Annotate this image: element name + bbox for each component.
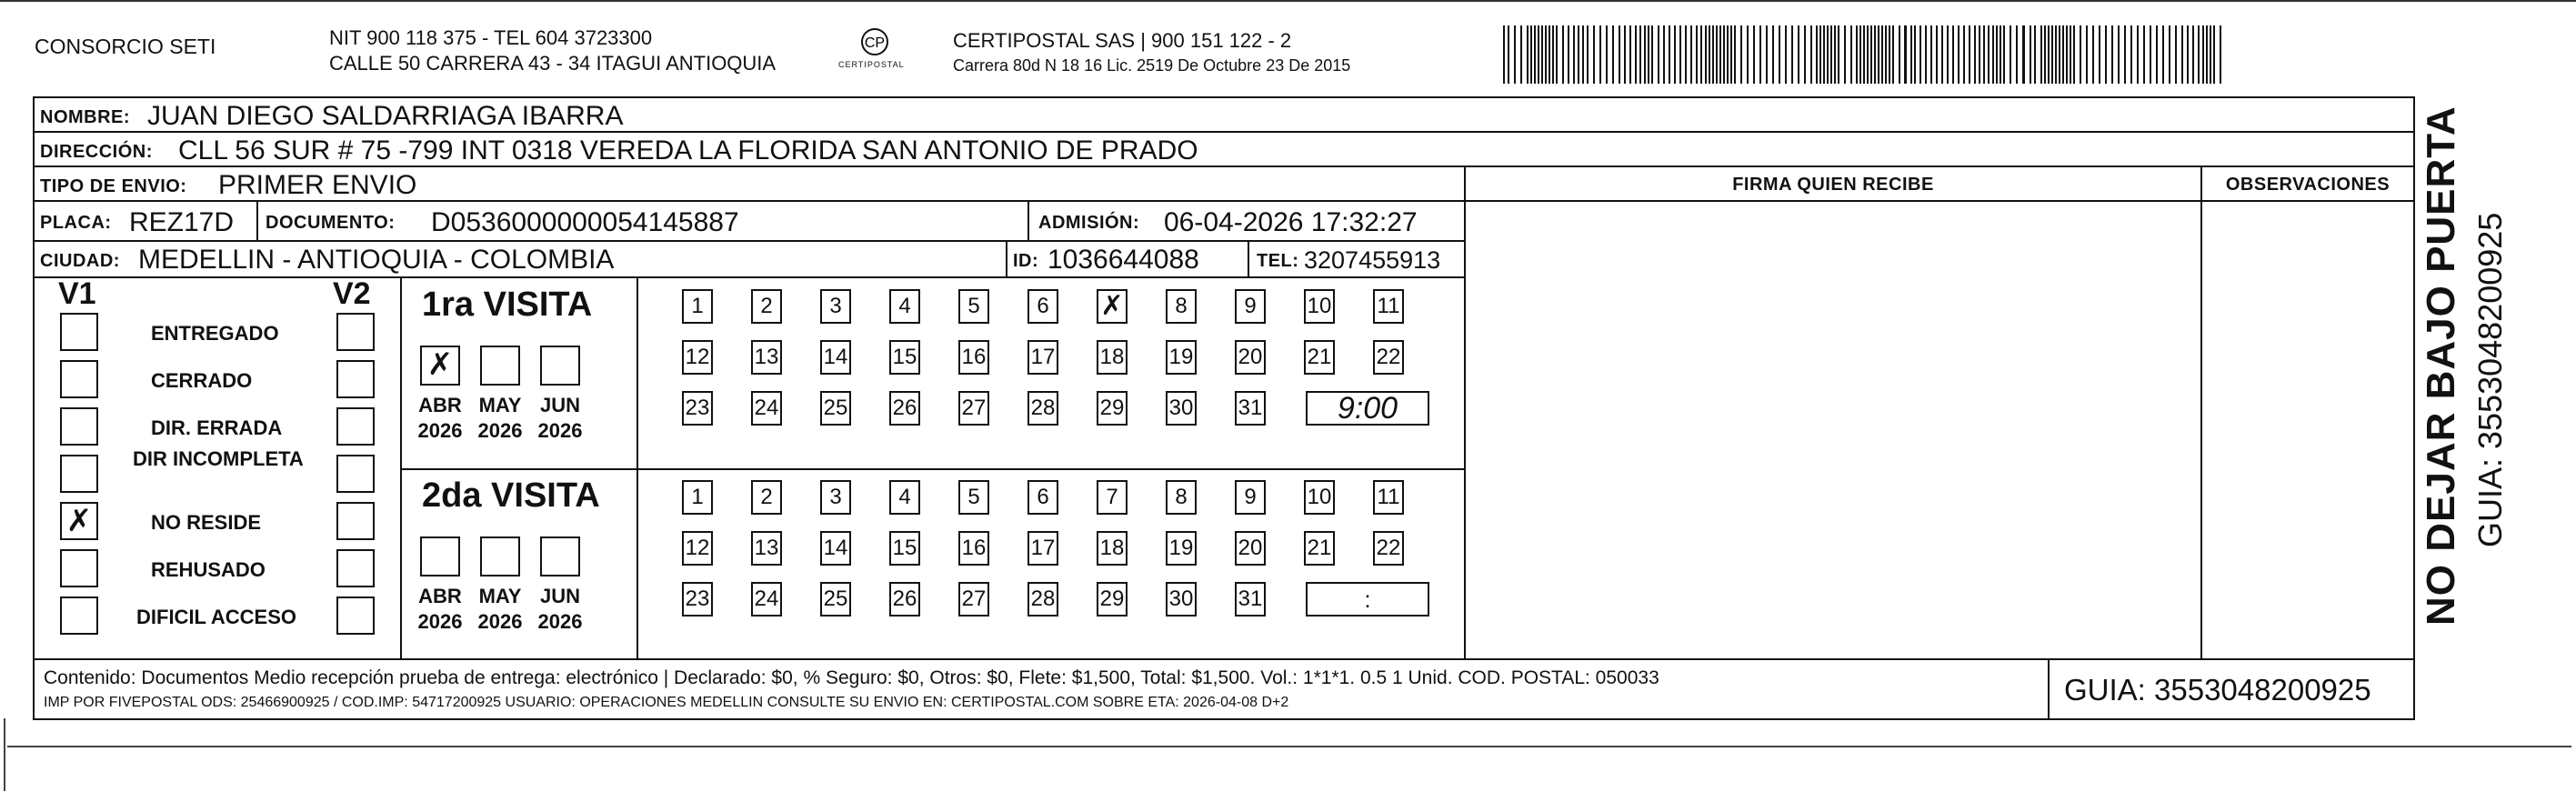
- month-label: MAY 2026: [477, 585, 523, 633]
- day-box[interactable]: 12: [682, 340, 713, 375]
- v2-checkbox[interactable]: [336, 549, 375, 587]
- visit-month-divider: [636, 276, 638, 658]
- day-box[interactable]: 9: [1235, 480, 1266, 515]
- documento-value: D0536000000054145887: [431, 207, 739, 237]
- day-box[interactable]: 3: [820, 289, 851, 324]
- day-box[interactable]: 13: [751, 531, 782, 566]
- left-edge: [4, 718, 5, 791]
- day-box[interactable]: 7: [1097, 480, 1128, 515]
- day-box[interactable]: 19: [1166, 340, 1197, 375]
- v1-checkbox[interactable]: [60, 360, 98, 398]
- day-box[interactable]: 26: [889, 582, 920, 617]
- bottom-edge: [7, 746, 2571, 747]
- company-info: [329, 25, 776, 76]
- certipostal-info: [953, 29, 1350, 75]
- day-box[interactable]: 12: [682, 531, 713, 566]
- tel-label: TEL:: [1257, 251, 1299, 271]
- visit-top-line: [35, 276, 1464, 278]
- divider: [1027, 202, 1029, 242]
- day-box[interactable]: 22: [1373, 340, 1404, 375]
- day-box[interactable]: 30: [1166, 391, 1197, 426]
- license-line: Carrera 80d N 18 16 Lic. 2519 De Octubre 23 De 2015: [953, 56, 1351, 75]
- status-label: CERRADO: [151, 369, 253, 392]
- month-checkbox[interactable]: [480, 536, 520, 576]
- day-box[interactable]: 6: [1027, 289, 1058, 324]
- v1-checkbox[interactable]: [60, 596, 98, 635]
- contenido-text: Contenido: Documentos Medio recepción prueba de entrega: electrónico | Declarado: $0, % Seguro: $0, Otros: $0, Flete: $1,500, Total: $1,500. Vol.: 1*1*1. 0.5 1 Unid. COD. POSTAL: 050033: [44, 667, 1659, 688]
- day-box[interactable]: 4: [889, 289, 920, 324]
- day-box[interactable]: 24: [751, 582, 782, 617]
- placa-value: REZ17D: [129, 207, 235, 237]
- day-box[interactable]: 15: [889, 531, 920, 566]
- svg-text:CP: CP: [864, 35, 886, 51]
- barcode: [1503, 25, 2224, 84]
- day-box[interactable]: 2: [751, 289, 782, 324]
- documento-label: DOCUMENTO:: [266, 213, 396, 233]
- day-box[interactable]: 14: [820, 340, 851, 375]
- v2-checkbox[interactable]: [336, 360, 375, 398]
- day-box[interactable]: 24: [751, 391, 782, 426]
- obs-label: OBSERVACIONES: [2225, 175, 2391, 195]
- v1-checkbox[interactable]: [60, 549, 98, 587]
- day-box[interactable]: 8: [1166, 289, 1197, 324]
- month-checkbox[interactable]: [480, 346, 520, 386]
- day-box[interactable]: 23: [682, 582, 713, 617]
- v1-checkbox[interactable]: ✗: [60, 502, 98, 540]
- nombre-row: [35, 98, 2413, 133]
- ciudad-value: MEDELLIN - ANTIOQUIA - COLOMBIA: [138, 245, 615, 275]
- day-box[interactable]: 27: [958, 582, 989, 617]
- right-header-line: [1466, 200, 2413, 202]
- admision-label: ADMISIÓN:: [1038, 213, 1140, 233]
- month-checkbox[interactable]: [540, 346, 580, 386]
- tipo-row: [35, 167, 1464, 202]
- month-checkbox[interactable]: ✗: [420, 346, 460, 386]
- v2-label: V2: [333, 276, 371, 311]
- v2-checkbox[interactable]: [336, 502, 375, 540]
- second-visit-title: 2da VISITA: [422, 476, 600, 515]
- no-dejar-bajo-puerta: NO DEJAR BAJO PUERTA: [2419, 105, 2463, 626]
- placa-label: PLACA:: [40, 213, 112, 233]
- month-label: MAY 2026: [477, 394, 523, 442]
- side-guia: GUIA: 3553048200925: [2471, 212, 2509, 547]
- footer-top-line: [35, 658, 2413, 660]
- day-box[interactable]: 20: [1235, 531, 1266, 566]
- month-label: JUN 2026: [537, 585, 583, 633]
- guia-footer: GUIA: 3553048200925: [2064, 673, 2371, 707]
- day-box[interactable]: 20: [1235, 340, 1266, 375]
- cert-line: CERTIPOSTAL SAS | 900 151 122 - 2: [953, 29, 1292, 52]
- v1-label: V1: [58, 276, 96, 311]
- divider: [1006, 242, 1007, 276]
- direccion-label: DIRECCIÓN:: [40, 142, 153, 162]
- status-label: NO RESIDE: [151, 511, 262, 534]
- day-box[interactable]: 5: [958, 480, 989, 515]
- status-label: DIFICIL ACCESO: [136, 606, 297, 628]
- day-box[interactable]: 28: [1027, 391, 1058, 426]
- divider: [256, 202, 258, 242]
- day-box[interactable]: 17: [1027, 340, 1058, 375]
- id-value: 1036644088: [1047, 245, 1199, 275]
- day-box[interactable]: 1: [682, 480, 713, 515]
- day-box[interactable]: 5: [958, 289, 989, 324]
- nombre-value: JUAN DIEGO SALDARRIAGA IBARRA: [147, 101, 624, 131]
- day-box[interactable]: 27: [958, 391, 989, 426]
- day-box[interactable]: 1: [682, 289, 713, 324]
- day-box[interactable]: 26: [889, 391, 920, 426]
- month-label: ABR 2026: [417, 585, 463, 633]
- day-box[interactable]: 30: [1166, 582, 1197, 617]
- guia-divider: [2048, 658, 2050, 720]
- nombre-label: NOMBRE:: [40, 107, 131, 127]
- day-box[interactable]: 16: [958, 531, 989, 566]
- v2-checkbox[interactable]: [336, 455, 375, 493]
- tel-value: 3207455913: [1304, 246, 1441, 274]
- placa-row: [35, 202, 1464, 242]
- v2-checkbox[interactable]: [336, 313, 375, 351]
- tipo-label: TIPO DE ENVIO:: [40, 176, 187, 196]
- month-checkbox[interactable]: [540, 536, 580, 576]
- day-box[interactable]: 29: [1097, 391, 1128, 426]
- day-box[interactable]: 14: [820, 531, 851, 566]
- day-box[interactable]: 19: [1166, 531, 1197, 566]
- day-box[interactable]: ✗: [1097, 289, 1128, 324]
- day-box[interactable]: 25: [820, 391, 851, 426]
- obs-divider: [2200, 167, 2202, 658]
- time-box[interactable]: :: [1306, 582, 1429, 617]
- day-box[interactable]: 13: [751, 340, 782, 375]
- status-label: REHUSADO: [151, 558, 266, 581]
- company-name: CONSORCIO SETI: [35, 35, 216, 58]
- divider: [1248, 242, 1249, 276]
- status-label: DIR INCOMPLETA: [133, 447, 304, 470]
- v1-checkbox[interactable]: [60, 455, 98, 493]
- firma-divider: [1464, 167, 1466, 658]
- firma-label: FIRMA QUIEN RECIBE: [1732, 175, 1934, 195]
- logo-text: CERTIPOSTAL: [838, 60, 905, 69]
- imp-text: IMP POR FIVEPOSTAL ODS: 25466900925 / COD.IMP: 54717200925 USUARIO: OPERACIONES MEDELLIN CONSULTE SU ENVIO EN: CERTIPOSTAL.COM SOBRE ETA: 2026-04-08 D+2: [44, 695, 1289, 710]
- day-box[interactable]: 17: [1027, 531, 1058, 566]
- day-box[interactable]: 16: [958, 340, 989, 375]
- visit-status-divider: [400, 276, 402, 658]
- admision-value: 06-04-2026 17:32:27: [1164, 207, 1418, 237]
- day-box[interactable]: 10: [1304, 289, 1335, 324]
- month-label: ABR 2026: [417, 394, 463, 442]
- nit-line: NIT 900 118 375 - TEL 604 3723300: [329, 26, 653, 49]
- day-box[interactable]: 25: [820, 582, 851, 617]
- day-box[interactable]: 2: [751, 480, 782, 515]
- address-line: CALLE 50 CARRERA 43 - 34 ITAGUI ANTIOQUIA: [329, 52, 777, 75]
- first-visit-title: 1ra VISITA: [422, 286, 593, 324]
- ciudad-label: CIUDAD:: [40, 251, 120, 271]
- day-box[interactable]: 9: [1235, 289, 1266, 324]
- v1-checkbox[interactable]: [60, 313, 98, 351]
- ciudad-row: [35, 242, 1464, 276]
- day-box[interactable]: 21: [1304, 340, 1335, 375]
- day-box[interactable]: 15: [889, 340, 920, 375]
- id-label: ID:: [1013, 251, 1039, 271]
- status-label: DIR. ERRADA: [151, 416, 283, 439]
- day-box[interactable]: 23: [682, 391, 713, 426]
- status-label: ENTREGADO: [151, 322, 279, 345]
- v2-checkbox[interactable]: [336, 407, 375, 446]
- day-box[interactable]: 3: [820, 480, 851, 515]
- day-box[interactable]: 31: [1235, 582, 1266, 617]
- day-box[interactable]: 29: [1097, 582, 1128, 617]
- v1-checkbox[interactable]: [60, 407, 98, 446]
- day-box[interactable]: 21: [1304, 531, 1335, 566]
- day-box[interactable]: 18: [1097, 531, 1128, 566]
- direccion-value: CLL 56 SUR # 75 -799 INT 0318 VEREDA LA FLORIDA SAN ANTONIO DE PRADO: [178, 135, 1198, 165]
- day-box[interactable]: 11: [1373, 480, 1404, 515]
- tipo-value: PRIMER ENVIO: [218, 170, 417, 200]
- day-box[interactable]: 4: [889, 480, 920, 515]
- day-box[interactable]: 6: [1027, 480, 1058, 515]
- direccion-row: [35, 133, 2413, 167]
- day-box[interactable]: 10: [1304, 480, 1335, 515]
- top-edge: [0, 0, 2576, 5]
- day-box[interactable]: 11: [1373, 289, 1404, 324]
- month-checkbox[interactable]: [420, 536, 460, 576]
- day-box[interactable]: 28: [1027, 582, 1058, 617]
- v2-checkbox[interactable]: [336, 596, 375, 635]
- day-box[interactable]: 18: [1097, 340, 1128, 375]
- time-box[interactable]: 9:00: [1306, 391, 1429, 426]
- day-box[interactable]: 31: [1235, 391, 1266, 426]
- month-label: JUN 2026: [537, 394, 583, 442]
- day-box[interactable]: 8: [1166, 480, 1197, 515]
- day-box[interactable]: 22: [1373, 531, 1404, 566]
- visit-mid-line: [400, 468, 1464, 470]
